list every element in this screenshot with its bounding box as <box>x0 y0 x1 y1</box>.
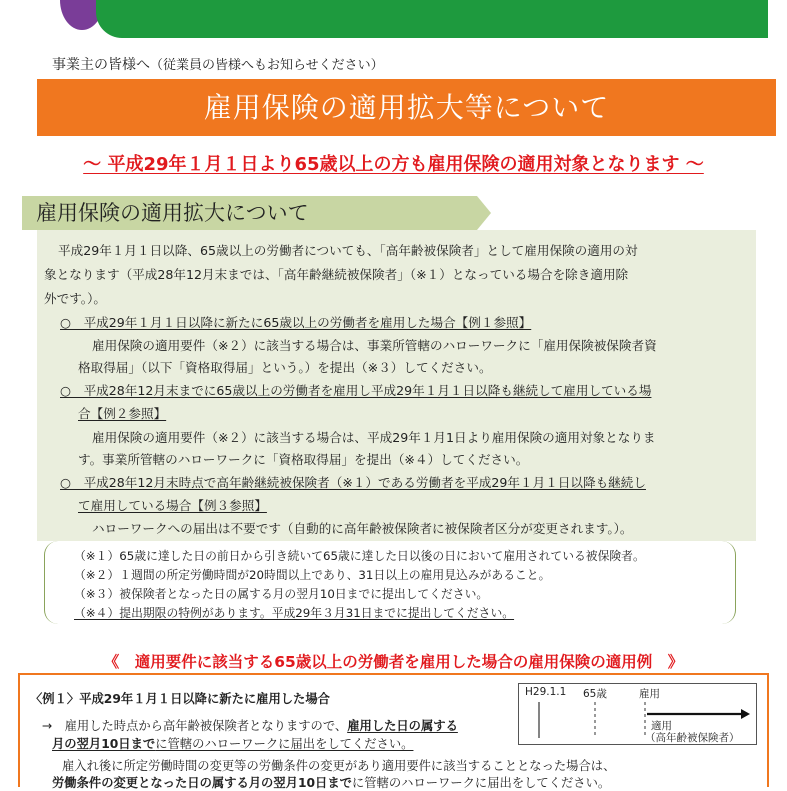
timeline-applied-label: 適用 <box>651 720 672 732</box>
item-body-line: 雇用保険の適用要件（※２）に該当する場合は、平成29年１月1日より雇用保険の適用対象となりま <box>92 430 656 445</box>
main-title-banner <box>37 79 776 136</box>
example-1-text: → 雇用した時点から高年齢被保険者となりますので、 <box>42 719 348 733</box>
intro-line: 外です。）。 <box>44 291 106 306</box>
main-title: 雇用保険の適用拡大等について <box>203 91 610 124</box>
addressee-text: 事業主の皆様へ <box>52 57 150 73</box>
timeline-arrowhead <box>741 709 750 719</box>
example-1-bold: 月の翌月10日まで <box>52 737 156 751</box>
footnote: （※４）提出期限の特例があります。平成29年３月31日までに提出してください。 <box>74 606 515 620</box>
example-1-text: に管轄のハローワークに届出をしてください。 <box>351 776 611 790</box>
timeline-applied-note: （高年齢被保険者） <box>645 732 740 744</box>
footnote: （※３）被保険者となった日の属する月の翌月10日までに提出してください。 <box>74 587 489 601</box>
timeline-start-label: H29.1.1 <box>525 686 567 698</box>
addressee-line <box>52 54 384 74</box>
example-1-line <box>42 716 458 734</box>
item-heading-continued: て雇用している場合【例３参照】 <box>78 498 267 513</box>
item-body-line: ハローワークへの届出は不要です（自動的に高年齢被保険者に被保険者区分が変更されます。）。 <box>92 521 633 536</box>
examples-title: 《 適用要件に該当する65歳以上の労働者を雇用した場合の雇用保険の適用例 》 <box>103 653 684 671</box>
section-heading <box>22 196 477 230</box>
intro-line: 象となります（平成28年12月末までは、「高年齢継続被保険者」（※１）となっている場合を除き適用除 <box>44 267 629 282</box>
footnote: （※２）１週間の所定労働時間が20時間以上であり、31日以上の雇用見込みがあること。 <box>74 568 551 582</box>
item-body-line: 雇用保険の適用要件（※２）に該当する場合は、事業所管轄のハローワークに「雇用保険被保険者資 <box>92 338 657 353</box>
example-1-line <box>52 773 610 791</box>
addressee-note: （従業員の皆様へもお知らせください） <box>150 58 384 73</box>
item-heading-continued: 合【例２参照】 <box>78 406 167 421</box>
example-1-bold: 雇用した日の属する <box>347 719 458 733</box>
item-heading: ○ 平成29年１月１日以降に新たに65歳以上の労働者を雇用した場合【例１参照】 <box>60 315 532 330</box>
top-decoration-bar <box>0 0 787 38</box>
intro-line: 平成29年１月１日以降、65歳以上の労働者についても、「高年齢被保険者」として雇用保険の適用の対 <box>58 243 638 258</box>
example-1-title: 〈例１〉平成29年１月１日以降に新たに雇用した場合 <box>30 692 330 706</box>
item-heading: ○ 平成28年12月末までに65歳以上の労働者を雇用し平成29年１月１日以降も継続して雇用している場 <box>60 383 652 398</box>
timeline-diagram <box>518 683 757 745</box>
timeline-age-label: 65歳 <box>583 688 607 700</box>
subtitle: ～ 平成29年１月１日より65歳以上の方も雇用保険の適用対象となります ～ <box>83 154 704 175</box>
item-body-line: す。事業所管轄のハローワークに「資格取得届」を提出（※４）してください。 <box>78 452 529 467</box>
example-1-line <box>52 734 413 752</box>
example-1-line: 雇入れ後に所定労働時間の変更等の労働条件の変更があり適用要件に該当することとなった場合は、 <box>62 759 616 773</box>
item-heading: ○ 平成28年12月末時点で高年齢継続被保険者（※１）である労働者を平成29年１月１日以降も継続し <box>60 475 646 490</box>
green-band-decoration <box>96 0 768 38</box>
subtitle-line <box>0 150 787 176</box>
timeline-hire-label: 雇用 <box>639 688 660 700</box>
footnote: （※１）65歳に達した日の前日から引き続いて65歳に達した日以後の日において雇用されている被保険者。 <box>74 549 645 563</box>
example-1-text: に管轄のハローワークに届出をしてください。 <box>155 737 414 751</box>
example-1-bold: 労働条件の変更となった日の属する月の翌月10日まで <box>52 776 352 790</box>
section-heading-text: 雇用保険の適用拡大について <box>36 201 309 225</box>
item-body-line: 格取得届」（以下「資格取得届」という。）を提出（※３）してください。 <box>78 360 492 375</box>
